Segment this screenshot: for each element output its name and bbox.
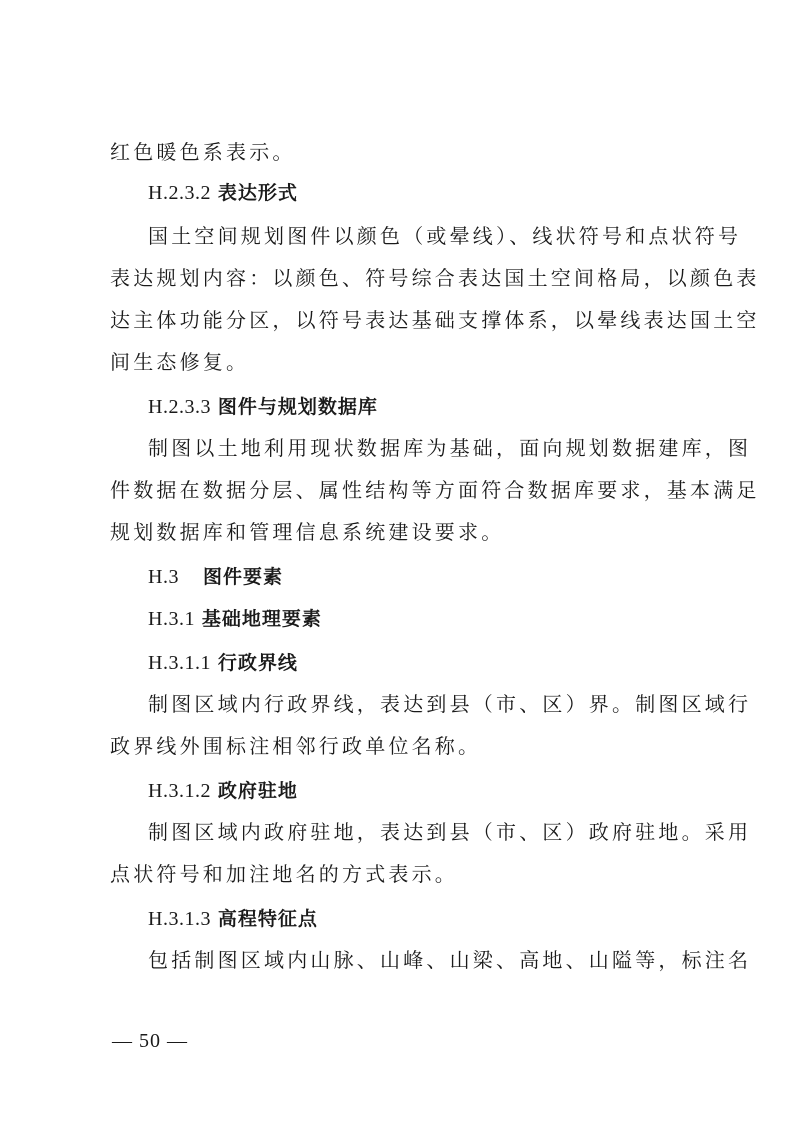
heading-title: 高程特征点 [217,908,318,930]
body-line: 点状符号和加注地名的方式表示。 [110,862,458,886]
heading-number: H.3.1.2 [148,780,211,802]
heading-number: H.3.1 [148,608,195,630]
heading-number: H.2.3.3 [148,396,211,418]
section-heading-h3 [148,562,690,591]
heading-title: 图件要素 [202,566,283,588]
section-heading-h3-1-2 [148,776,690,805]
body-line: 包括制图区域内山脉、山峰、山梁、高地、山隘等，标注名 [148,948,752,972]
heading-number: H.3.1.3 [148,908,211,930]
body-line: 红色暖色系表示。 [110,140,296,164]
body-line: 达主体功能分区，以符号表达基础支撑体系，以晕线表达国土空 [110,308,760,332]
body-line: 制图以土地利用现状数据库为基础，面向规划数据建库，图 [148,436,752,460]
body-line: 规划数据库和管理信息系统建设要求。 [110,520,505,544]
body-line: 间生态修复。 [110,350,250,374]
heading-title: 基础地理要素 [201,608,322,630]
section-heading-h2-3-2 [148,178,690,207]
section-heading-h3-1 [148,604,690,633]
body-line: 制图区域内政府驻地，表达到县（市、区）政府驻地。采用 [148,820,752,844]
heading-title: 政府驻地 [217,780,298,802]
body-line: 国土空间规划图件以颜色（或晕线）、线状符号和点状符号 [148,224,742,248]
section-heading-h2-3-3 [148,392,690,421]
section-heading-h3-1-1 [148,648,690,677]
section-heading-h3-1-3 [148,904,690,933]
body-line: 表达规划内容：以颜色、符号综合表达国土空间格局，以颜色表 [110,266,760,290]
body-line: 件数据在数据分层、属性结构等方面符合数据库要求，基本满足 [110,478,760,502]
heading-number: H.3 [148,566,179,588]
body-line: 政界线外围标注相邻行政单位名称。 [110,734,482,758]
heading-number: H.3.1.1 [148,652,211,674]
heading-title: 图件与规划数据库 [217,396,378,418]
heading-title: 行政界线 [217,652,298,674]
page-number: — 50 — [112,1030,188,1052]
body-line: 制图区域内行政界线，表达到县（市、区）界。制图区域行 [148,692,752,716]
heading-number: H.2.3.2 [148,182,211,204]
heading-title: 表达形式 [217,182,298,204]
